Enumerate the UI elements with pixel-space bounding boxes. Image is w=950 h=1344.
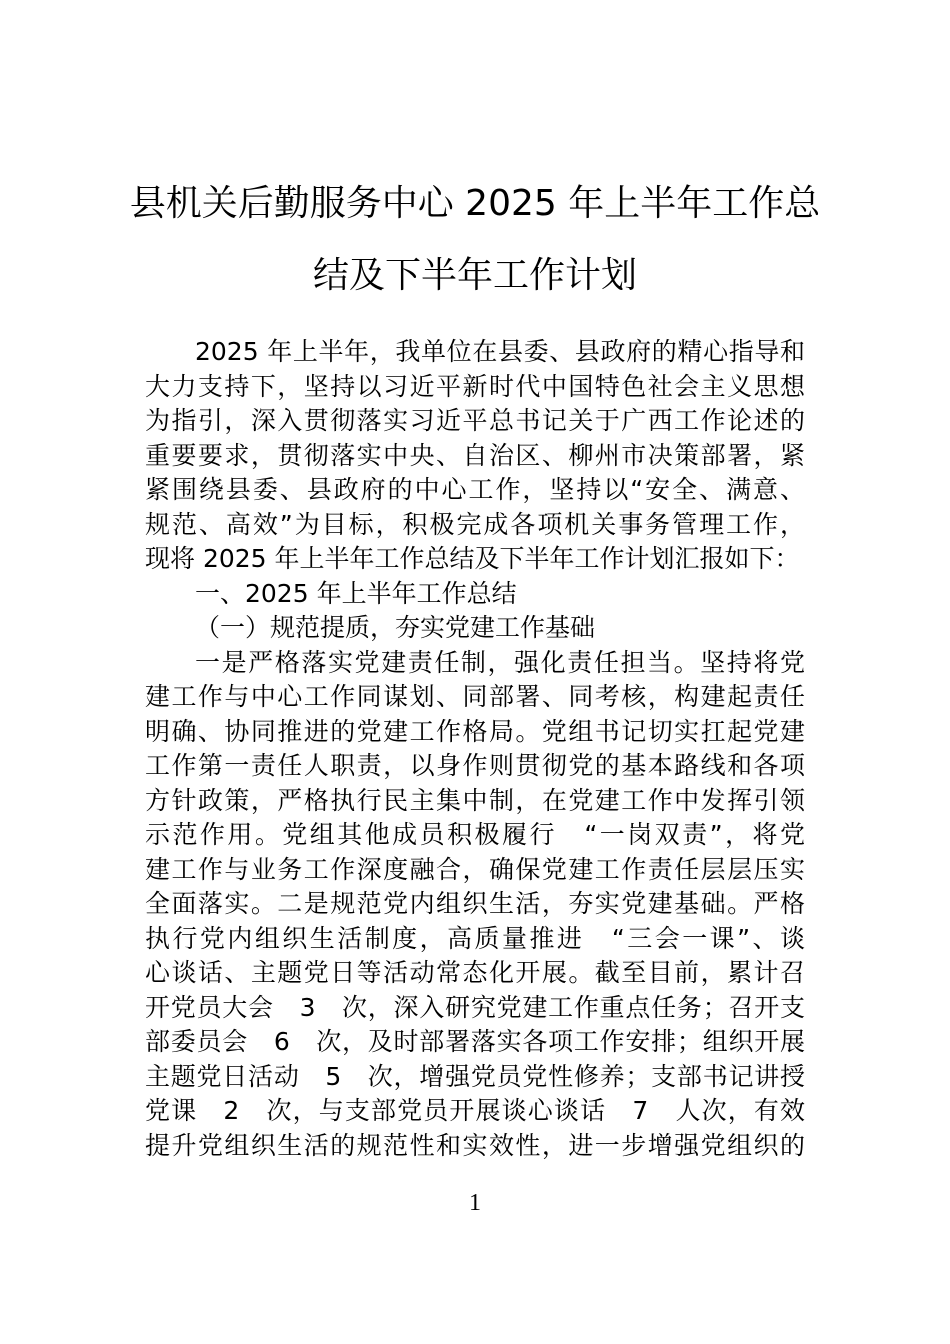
body-line: 执行党内组织生活制度，高质量推进 “三会一课”、谈 <box>145 923 805 953</box>
document-body <box>145 335 805 1163</box>
body-line: 紧围绕县委、县政府的中心工作，坚持以“安全、满意、 <box>145 475 805 504</box>
body-line: 重要要求，贯彻落实中央、自治区、柳州市决策部署，紧 <box>145 440 805 470</box>
body-line: 全面落实。二是规范党内组织生活，夯实党建基础。严格 <box>145 889 805 918</box>
body-line: 现将 2025 年上半年工作总结及下半年工作计划汇报如下： <box>145 544 800 573</box>
section-heading: 一、2025 年上半年工作总结 <box>195 578 517 608</box>
body-line: 明确、协同推进的党建工作格局。党组书记切实扛起党建 <box>145 716 805 746</box>
body-line: 部委员会 6 次，及时部署落实各项工作安排；组织开展 <box>145 1027 805 1056</box>
body-line: 2025 年上半年，我单位在县委、县政府的精心指导和 <box>195 337 805 366</box>
body-line: 为指引，深入贯彻落实习近平总书记关于广西工作论述的 <box>145 406 805 435</box>
body-line: 提升党组织生活的规范性和实效性，进一步增强党组织的 <box>145 1130 805 1160</box>
body-line: 方针政策，严格执行民主集中制，在党建工作中发挥引领 <box>145 785 805 815</box>
body-line: 心谈话、主题党日等活动常态化开展。截至目前，累计召 <box>145 958 805 987</box>
body-line: 建工作与中心工作同谋划、同部署、同考核，构建起责任 <box>145 682 805 711</box>
body-line: 主题党日活动 5 次，增强党员党性修养；支部书记讲授 <box>145 1061 805 1091</box>
body-line: 示范作用。党组其他成员积极履行 “一岗双责”，将党 <box>145 820 805 849</box>
title-line-2: 结及下半年工作计划 <box>312 255 637 296</box>
body-line: 一是严格落实党建责任制，强化责任担当。坚持将党 <box>195 647 805 677</box>
subsection-heading: （一）规范提质，夯实党建工作基础 <box>195 613 596 642</box>
body-line: 工作第一责任人职责，以身作则贯彻党的基本路线和各项 <box>145 751 805 780</box>
document-title <box>120 168 830 312</box>
title-line-1: 县机关后勤服务中心 2025 年上半年工作总 <box>129 183 821 224</box>
body-line: 大力支持下，坚持以习近平新时代中国特色社会主义思想 <box>145 371 805 401</box>
body-line: 规范、高效”为目标，积极完成各项机关事务管理工作， <box>145 509 805 539</box>
body-line: 开党员大会 3 次，深入研究党建工作重点任务；召开支 <box>145 992 805 1022</box>
page-number: 1 <box>469 1190 481 1216</box>
body-line: 党课 2 次，与支部党员开展谈心谈话 7 人次，有效 <box>145 1096 805 1125</box>
body-line: 建工作与业务工作深度融合，确保党建工作责任层层压实 <box>145 854 805 884</box>
